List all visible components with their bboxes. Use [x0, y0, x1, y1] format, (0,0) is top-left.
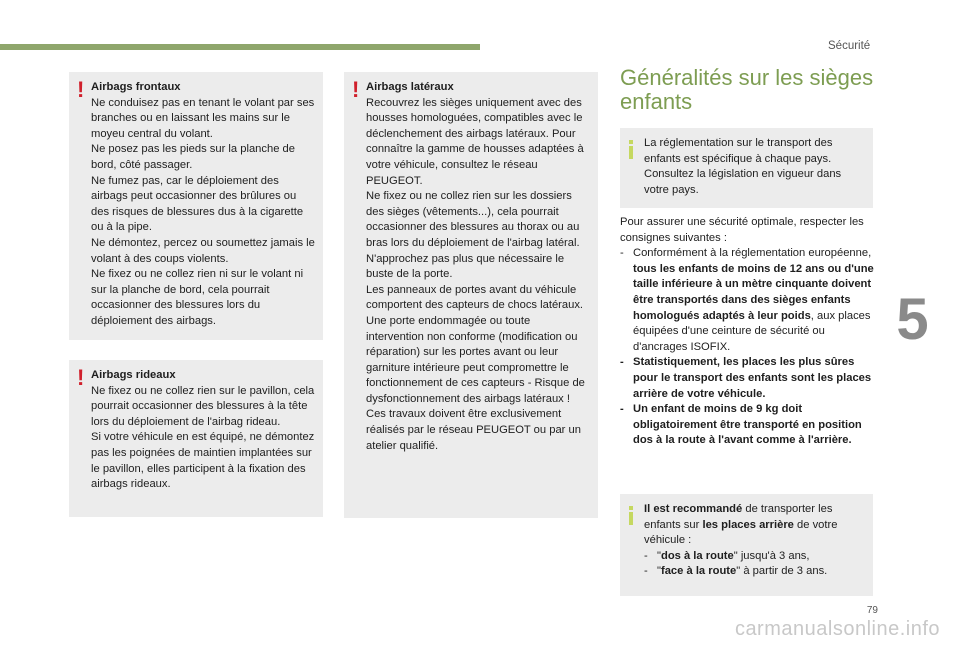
page-number: 79 — [866, 605, 878, 616]
list-item: - "face à la route" à partir de 3 ans. — [644, 565, 828, 578]
info-text: La réglementation sur le transport des enfants est spécifique à chaque pays. Consultez la législation en vigueur dans votre pays. — [644, 137, 842, 196]
box-title: Airbags latéraux — [366, 81, 454, 93]
warning-icon: ! — [77, 77, 85, 102]
list-item: - Statistiquement, les places les plus sûres pour le transport des enfants sont les places arrière de votre véhicule. — [620, 356, 872, 400]
box-title: Airbags frontaux — [91, 81, 181, 93]
info-icon — [629, 506, 633, 524]
warning-box-airbags-lateraux — [344, 72, 598, 518]
chapter-number: 5 — [890, 290, 935, 350]
warning-icon: ! — [352, 77, 360, 102]
info-icon — [629, 140, 633, 158]
box-title: Airbags rideaux — [91, 369, 176, 381]
section-title: Sécurité — [828, 40, 871, 52]
list-item: - Un enfant de moins de 9 kg doit obligatoirement être transporté en position dos à la route à l'avant comme à l'arrière. — [620, 403, 862, 447]
watermark: carmanualsonline.info — [734, 618, 940, 640]
child-seat-instructions — [620, 215, 878, 449]
box-text: Recouvrez les sièges uniquement avec des housses homologuées, compatibles avec le déclenchement des airbags latéraux. Pour connaître la gamme de housses adaptées à votre véhicule, consultez le réseau PEUGEOT. Ne fixez ou ne collez rien sur les dossiers des sièges (vêtements...), cela pourrait occasionner des blessures au thorax ou au bras lors du déploiement de l'airbag latéral. N'approchez pas plus que nécessaire le buste de la porte. Les panneaux de portes avant du véhicule comportent des capteurs de chocs latéraux. Une porte endommagée ou toute intervention non conforme (modification ou réparation) sur les portes avant ou leur garniture intérieure peut compromettre le fonctionnement de ces capteurs - Risque de dysfonctionnement des airbags latéraux ! Ces travaux doivent être exclusivement réalisés par le réseau PEUGEOT ou par un atelier qualifié. — [366, 96, 585, 452]
info-box-reglementation — [620, 128, 873, 208]
box-text: Ne fixez ou ne collez rien sur le pavillon, cela pourrait occasionner des blessures à la tête lors du déploiement de l'airbag rideau. Si votre véhicule en est équipé, ne démontez pas les poignées de maintien implantées sur le pavillon, elles participent à la fixation des airbags rideaux. — [91, 384, 315, 491]
list-item: - "dos à la route" jusqu'à 3 ans, — [644, 549, 810, 562]
warning-icon: ! — [77, 365, 85, 390]
info-text: Il est recommandé de transporter les enfants sur les places arrière de votre véhicule : — [644, 503, 838, 547]
info-box-recommandation — [620, 494, 873, 596]
section-heading: Généralités sur les sièges enfants — [620, 65, 874, 114]
list-item: - Conformément à la réglementation européenne, tous les enfants de moins de 12 ans ou d'une taille inférieure à un mètre cinquante doivent être transportés dans des sièges enfants homologués adaptés à leur poids, aux places équipées d'une ceinture de sécurité ou d'ancrages ISOFIX. — [620, 247, 874, 353]
warning-box-airbags-frontaux — [69, 72, 323, 340]
intro-text: Pour assurer une sécurité optimale, respecter les consignes suivantes : — [620, 216, 864, 244]
header-rule — [0, 44, 480, 50]
box-text: Ne conduisez pas en tenant le volant par ses branches ou en laissant les mains sur le moyeu central du volant. Ne posez pas les pieds sur la planche de bord, côté passager. Ne fumez pas, car le déploiement des airbags peut occasionner des brûlures ou des risques de blessures dus à la cigarette ou à la pipe. Ne démontez, percez ou soumettez jamais le volant à des coups violents. Ne fixez ou ne collez rien ni sur le volant ni sur la planche de bord, cela pourrait occasionner des blessures lors du déploiement des airbags. — [91, 96, 315, 327]
warning-box-airbags-rideaux — [69, 360, 323, 517]
